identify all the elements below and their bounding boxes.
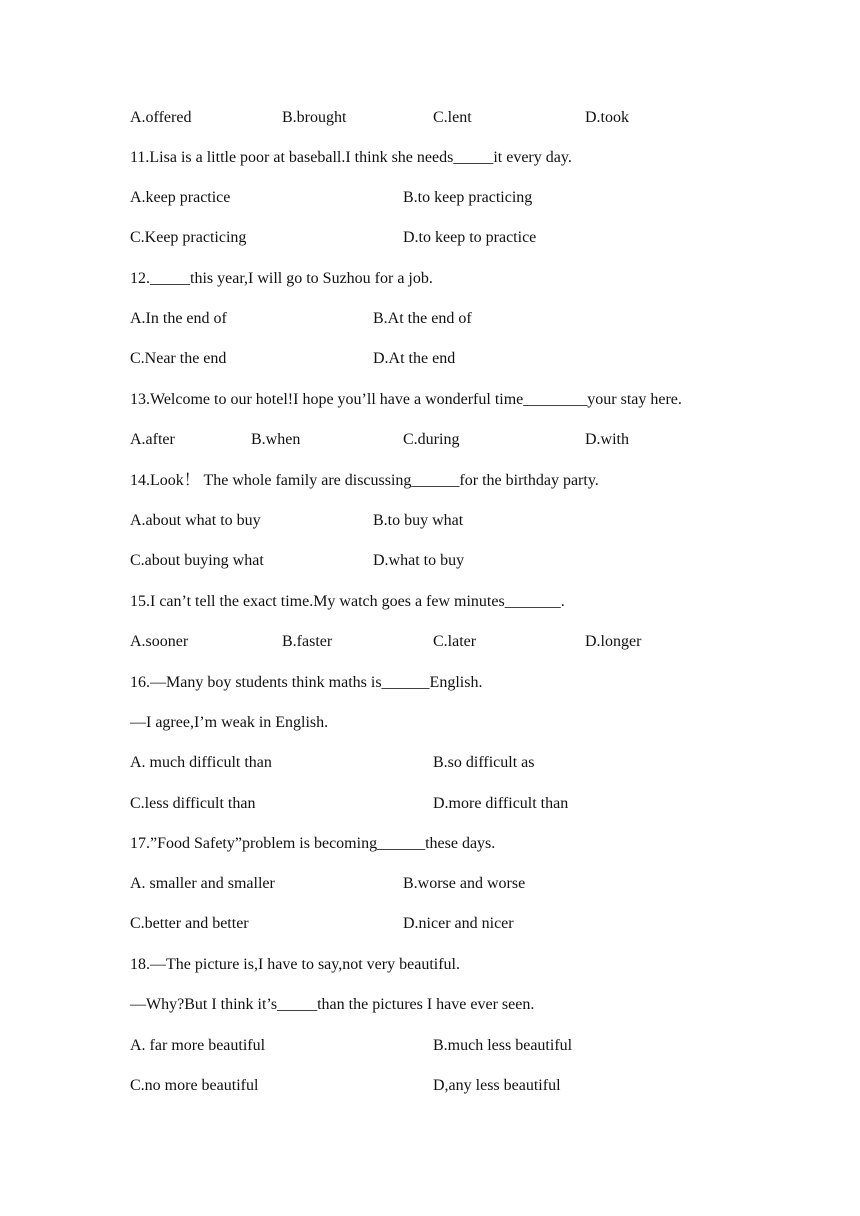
- q11-stem: 11.Lisa is a little poor at baseball.I think she needs_____it every day.: [130, 149, 572, 166]
- q14-option-c: C.about buying what: [130, 552, 264, 569]
- q16-option-c: C.less difficult than: [130, 795, 256, 812]
- q12-option-b: B.At the end of: [373, 310, 472, 327]
- q17-option-a: A. smaller and smaller: [130, 875, 275, 892]
- q11-option-a: A.keep practice: [130, 189, 231, 206]
- q13-stem: 13.Welcome to our hotel!I hope you’ll have a wonderful time________your stay here.: [130, 391, 682, 408]
- q16-reply: —I agree,I’m weak in English.: [130, 714, 329, 731]
- q15-option-a: A.sooner: [130, 633, 189, 650]
- q15-option-d: D.longer: [585, 633, 642, 650]
- q17-option-c: C.better and better: [130, 915, 249, 932]
- q18-reply: —Why?But I think it’s_____than the pictures I have ever seen.: [130, 996, 535, 1013]
- q11-option-d: D.to keep to practice: [403, 229, 537, 246]
- q18-option-c: C.no more beautiful: [130, 1077, 259, 1094]
- q13-option-c: C.during: [403, 431, 460, 448]
- q12-option-a: A.In the end of: [130, 310, 227, 327]
- q16-option-a: A. much difficult than: [130, 754, 272, 771]
- q11-option-c: C.Keep practicing: [130, 229, 247, 246]
- q14-option-b: B.to buy what: [373, 512, 464, 529]
- q15-option-b: B.faster: [282, 633, 333, 650]
- q12-option-d: D.At the end: [373, 350, 456, 367]
- q10-option-d: D.took: [585, 109, 629, 126]
- q18-stem: 18.—The picture is,I have to say,not very beautiful.: [130, 956, 460, 973]
- q10-option-b: B.brought: [282, 109, 347, 126]
- q13-option-a: A.after: [130, 431, 175, 448]
- q16-stem: 16.—Many boy students think maths is______English.: [130, 674, 483, 691]
- q18-option-d: D,any less beautiful: [433, 1077, 561, 1094]
- q18-option-b: B.much less beautiful: [433, 1037, 573, 1054]
- q14-stem: 14.Look！ The whole family are discussing______for the birthday party.: [130, 472, 599, 489]
- q11-option-b: B.to keep practicing: [403, 189, 533, 206]
- q15-stem: 15.I can’t tell the exact time.My watch goes a few minutes_______.: [130, 593, 565, 610]
- q12-stem: 12._____this year,I will go to Suzhou for a job.: [130, 270, 433, 287]
- q17-option-b: B.worse and worse: [403, 875, 526, 892]
- q15-option-c: C.later: [433, 633, 477, 650]
- q17-option-d: D.nicer and nicer: [403, 915, 514, 932]
- q12-option-c: C.Near the end: [130, 350, 227, 367]
- q10-option-c: C.lent: [433, 109, 472, 126]
- q14-option-a: A.about what to buy: [130, 512, 261, 529]
- q10-option-a: A.offered: [130, 109, 192, 126]
- q18-option-a: A. far more beautiful: [130, 1037, 266, 1054]
- q14-option-d: D.what to buy: [373, 552, 465, 569]
- q13-option-b: B.when: [251, 431, 301, 448]
- q16-option-b: B.so difficult as: [433, 754, 535, 771]
- q17-stem: 17.”Food Safety”problem is becoming______these days.: [130, 835, 496, 852]
- q16-option-d: D.more difficult than: [433, 795, 569, 812]
- q13-option-d: D.with: [585, 431, 629, 448]
